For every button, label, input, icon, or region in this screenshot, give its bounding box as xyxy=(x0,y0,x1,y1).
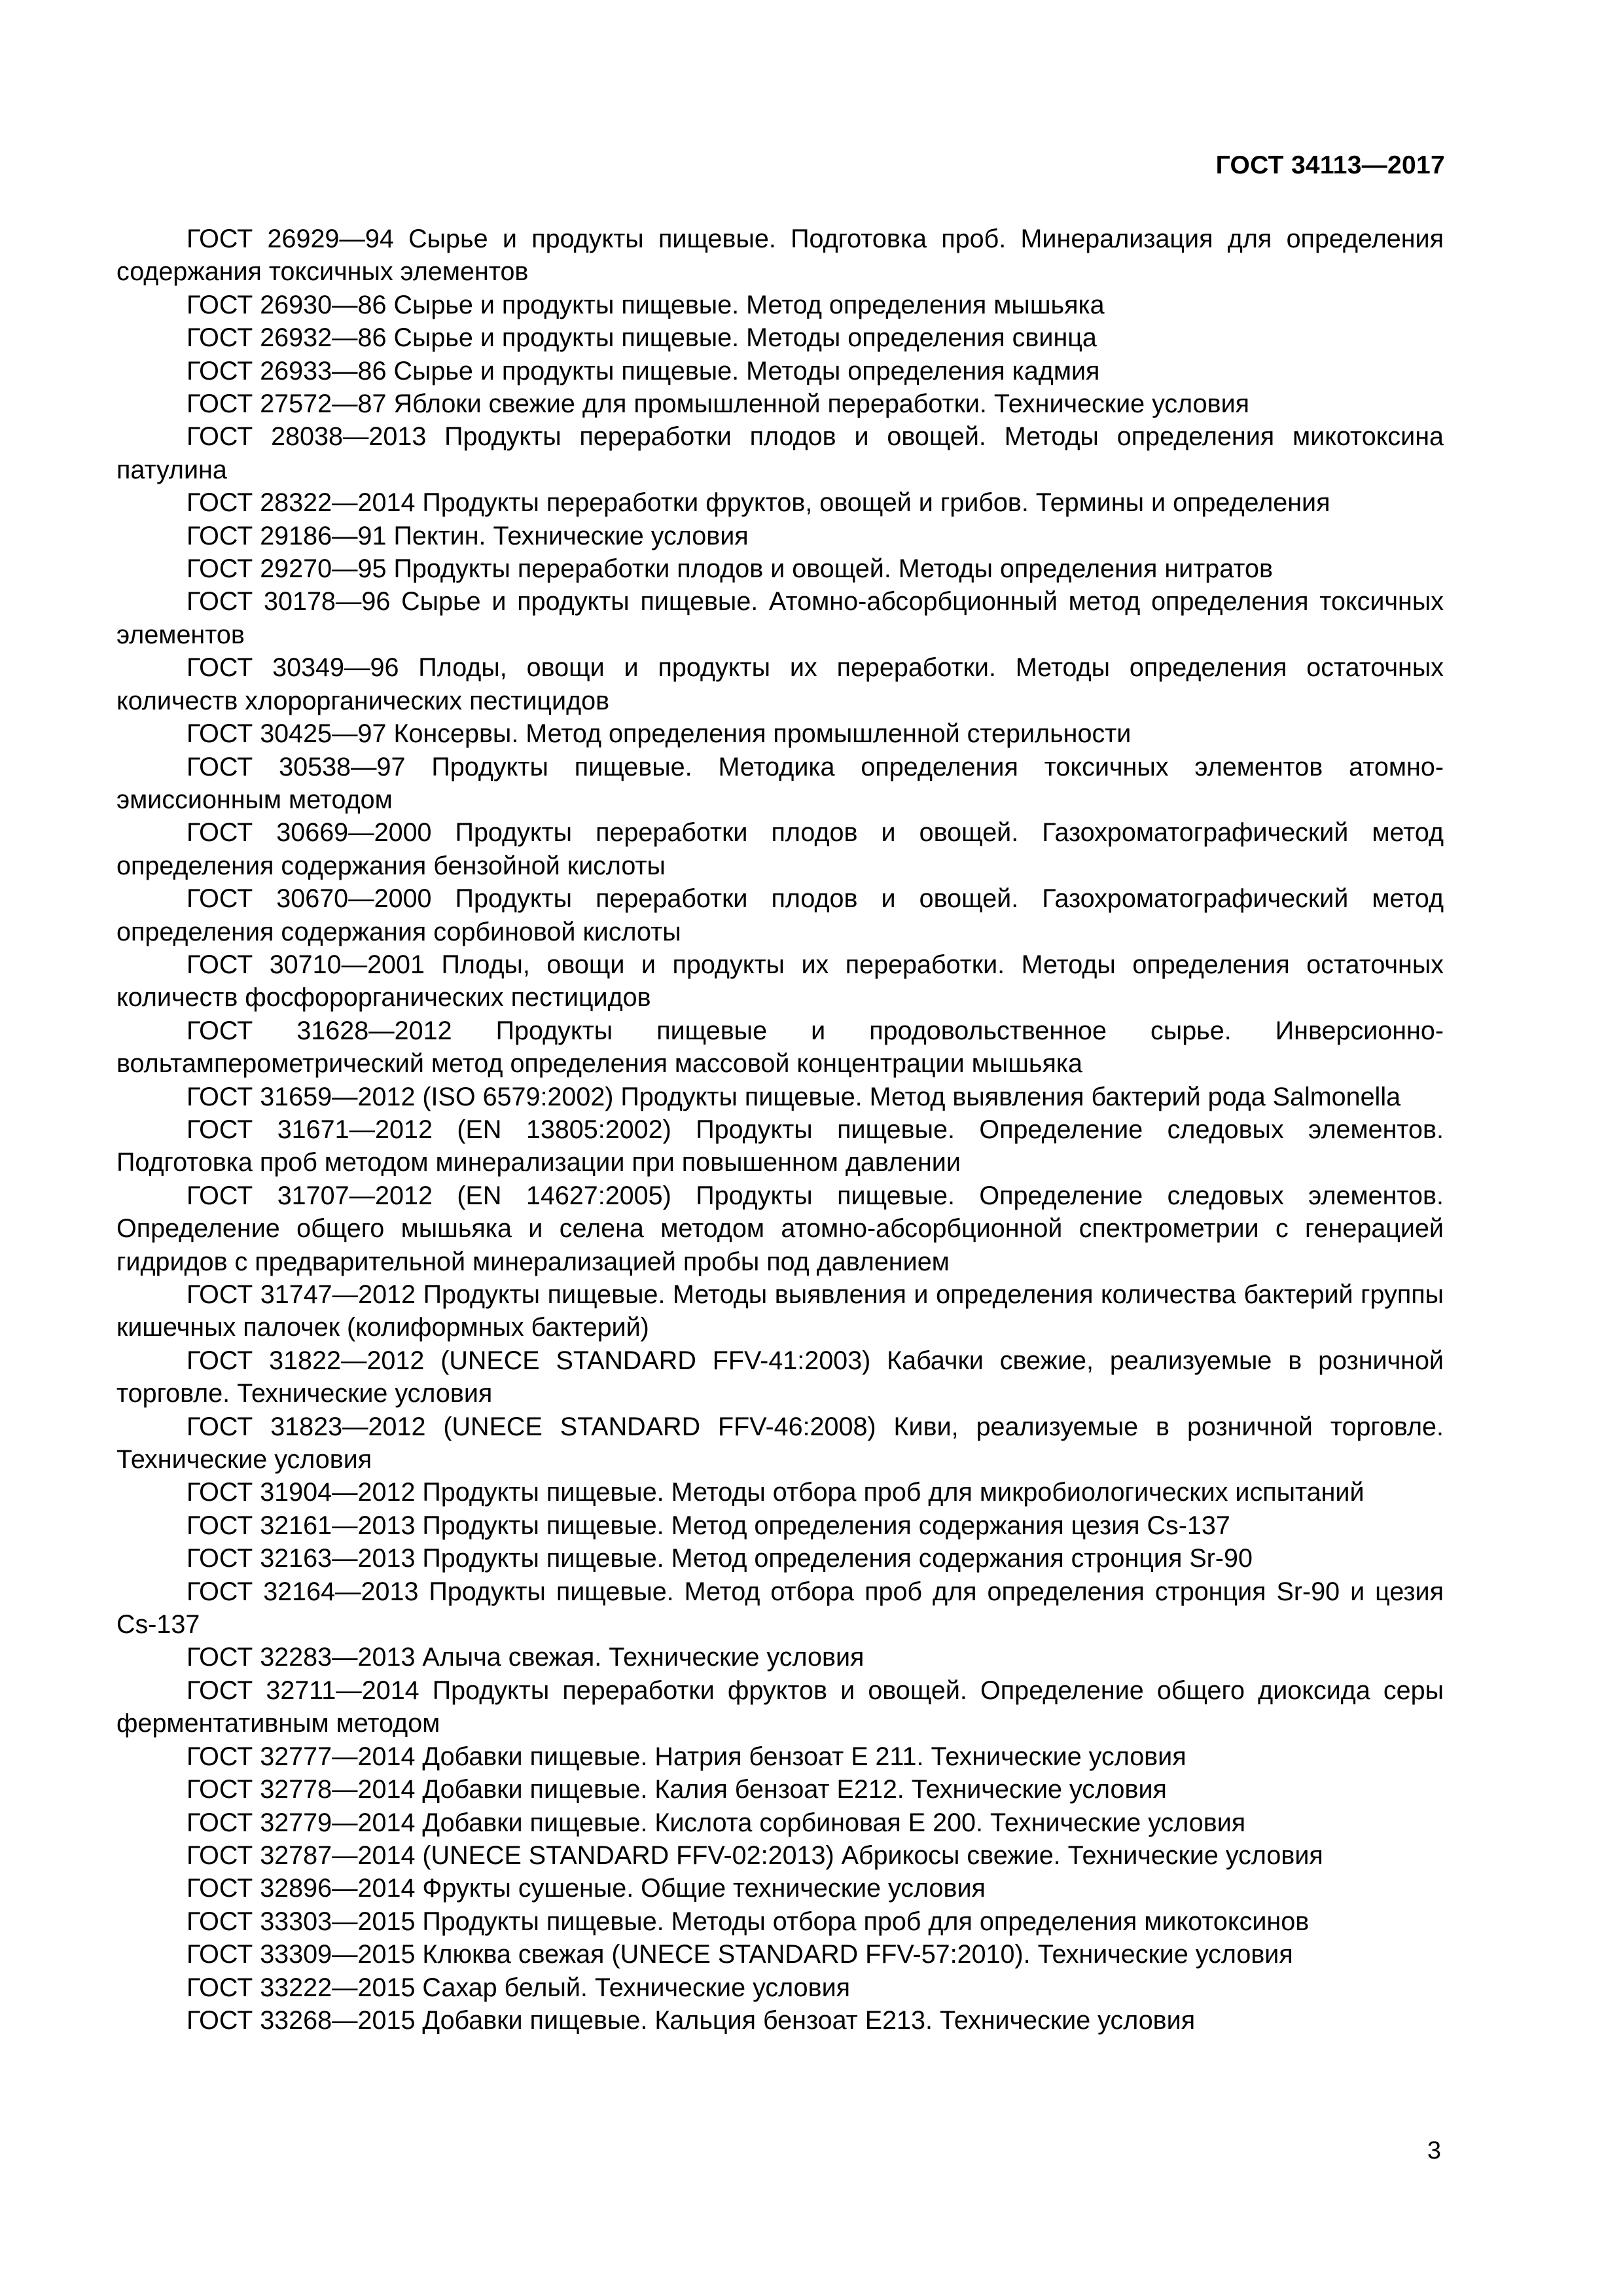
reference-entry: ГОСТ 31747—2012 Продукты пищевые. Методы выявления и определения количества бактерий группы кишечных палочек (колиформных бактерий) xyxy=(116,1280,1444,1342)
reference-entry: ГОСТ 31707—2012 (EN 14627:2005) Продукты пищевые. Определение следовых элементов. Определение общего мышьяка и селена методом атомно-абсорбционной спектрометрии с генерацией гидридов с предварительной минерализацией пробы под давлением xyxy=(116,1181,1444,1276)
reference-entry: ГОСТ 30669—2000 Продукты переработки плодов и овощей. Газохроматографический метод определения содержания бензойной кислоты xyxy=(116,818,1444,880)
reference-entry: ГОСТ 26930—86 Сырье и продукты пищевые. Метод определения мышьяка xyxy=(187,290,1105,319)
reference-entry: ГОСТ 31822—2012 (UNECE STANDARD FFV-41:2003) Кабачки свежие, реализуемые в розничной торговле. Технические условия xyxy=(116,1346,1444,1408)
reference-entry: ГОСТ 30425—97 Консервы. Метод определения промышленной стерильности xyxy=(187,719,1132,749)
reference-entry: ГОСТ 31671—2012 (EN 13805:2002) Продукты пищевые. Определение следовых элементов. Подготовка проб методом минерализации при повышенном давлении xyxy=(116,1115,1444,1177)
reference-entry: ГОСТ 32777—2014 Добавки пищевые. Натрия бензоат Е 211. Технические условия xyxy=(187,1742,1186,1771)
reference-entry: ГОСТ 30178—96 Сырье и продукты пищевые. Атомно-абсорбционный метод определения токсичных элементов xyxy=(116,587,1444,649)
reference-entry: ГОСТ 32779—2014 Добавки пищевые. Кислота сорбиновая Е 200. Технические условия xyxy=(187,1808,1246,1837)
reference-entry: ГОСТ 26933—86 Сырье и продукты пищевые. Методы определения кадмия xyxy=(187,356,1100,386)
reference-entry: ГОСТ 28322—2014 Продукты переработки фруктов, овощей и грибов. Термины и определения xyxy=(187,488,1330,518)
reference-entry: ГОСТ 32711—2014 Продукты переработки фруктов и овощей. Определение общего диоксида серы ферментативным методом xyxy=(116,1676,1444,1738)
reference-entry: ГОСТ 30710—2001 Плоды, овощи и продукты их переработки. Методы определения остаточных количеств фосфорорганических пестицидов xyxy=(116,950,1444,1013)
reference-entry: ГОСТ 30670—2000 Продукты переработки плодов и овощей. Газохроматографический метод определения содержания сорбиновой кислоты xyxy=(116,884,1444,946)
reference-entry: ГОСТ 33268—2015 Добавки пищевые. Кальция бензоат Е213. Технические условия xyxy=(187,2005,1196,2035)
reference-entry: ГОСТ 31823—2012 (UNECE STANDARD FFV-46:2008) Киви, реализуемые в розничной торговле. Технические условия xyxy=(116,1412,1444,1475)
reference-entry: ГОСТ 31659—2012 (ISO 6579:2002) Продукты пищевые. Метод выявления бактерий рода Salmonella xyxy=(187,1082,1401,1111)
reference-entry: ГОСТ 29270—95 Продукты переработки плодов и овощей. Методы определения нитратов xyxy=(187,554,1273,584)
reference-entry: ГОСТ 32164—2013 Продукты пищевые. Метод отбора проб для определения стронция Sr-90 и цезия Cs-137 xyxy=(116,1577,1444,1640)
normative-references-list xyxy=(116,223,1444,2037)
reference-entry: ГОСТ 32787—2014 (UNECE STANDARD FFV-02:2013) Абрикосы свежие. Технические условия xyxy=(187,1840,1323,1870)
reference-entry: ГОСТ 26929—94 Сырье и продукты пищевые. Подготовка проб. Минерализация для определения содержания токсичных элементов xyxy=(116,224,1444,287)
reference-entry: ГОСТ 33303—2015 Продукты пищевые. Методы отбора проб для определения микотоксинов xyxy=(187,1907,1310,1936)
page-number: 3 xyxy=(1427,2137,1441,2164)
reference-entry: ГОСТ 32778—2014 Добавки пищевые. Калия бензоат Е212. Технические условия xyxy=(187,1775,1167,1804)
reference-entry: ГОСТ 29186—91 Пектин. Технические условия xyxy=(187,521,749,550)
reference-entry: ГОСТ 32161—2013 Продукты пищевые. Метод определения содержания цезия Cs-137 xyxy=(187,1511,1230,1540)
reference-entry: ГОСТ 33222—2015 Сахар белый. Технические условия xyxy=(187,1973,851,2002)
reference-entry: ГОСТ 31628—2012 Продукты пищевые и продовольственное сырье. Инверсионно-вольтамперометрический метод определения массовой концентрации мышьяка xyxy=(116,1016,1444,1079)
reference-entry: ГОСТ 32283—2013 Алыча свежая. Технические условия xyxy=(187,1643,865,1672)
reference-entry: ГОСТ 32896—2014 Фрукты сушеные. Общие технические условия xyxy=(187,1874,986,1903)
reference-entry: ГОСТ 28038—2013 Продукты переработки плодов и овощей. Методы определения микотоксина патулина xyxy=(116,422,1444,484)
reference-entry: ГОСТ 30349—96 Плоды, овощи и продукты их переработки. Методы определения остаточных количеств хлорорганических пестицидов xyxy=(116,653,1444,715)
reference-entry: ГОСТ 27572—87 Яблоки свежие для промышленной переработки. Технические условия xyxy=(187,389,1250,419)
reference-entry: ГОСТ 26932—86 Сырье и продукты пищевые. Методы определения свинца xyxy=(187,323,1097,353)
reference-entry: ГОСТ 30538—97 Продукты пищевые. Методика определения токсичных элементов атомно-эмиссионным методом xyxy=(116,752,1444,814)
reference-entry: ГОСТ 32163—2013 Продукты пищевые. Метод определения содержания стронция Sr-90 xyxy=(187,1544,1253,1573)
reference-entry: ГОСТ 33309—2015 Клюква свежая (UNECE STANDARD FFV-57:2010). Технические условия xyxy=(187,1940,1293,1969)
document-code-header: ГОСТ 34113—2017 xyxy=(1215,151,1445,179)
reference-entry: ГОСТ 31904—2012 Продукты пищевые. Методы отбора проб для микробиологических испытаний xyxy=(187,1478,1364,1507)
